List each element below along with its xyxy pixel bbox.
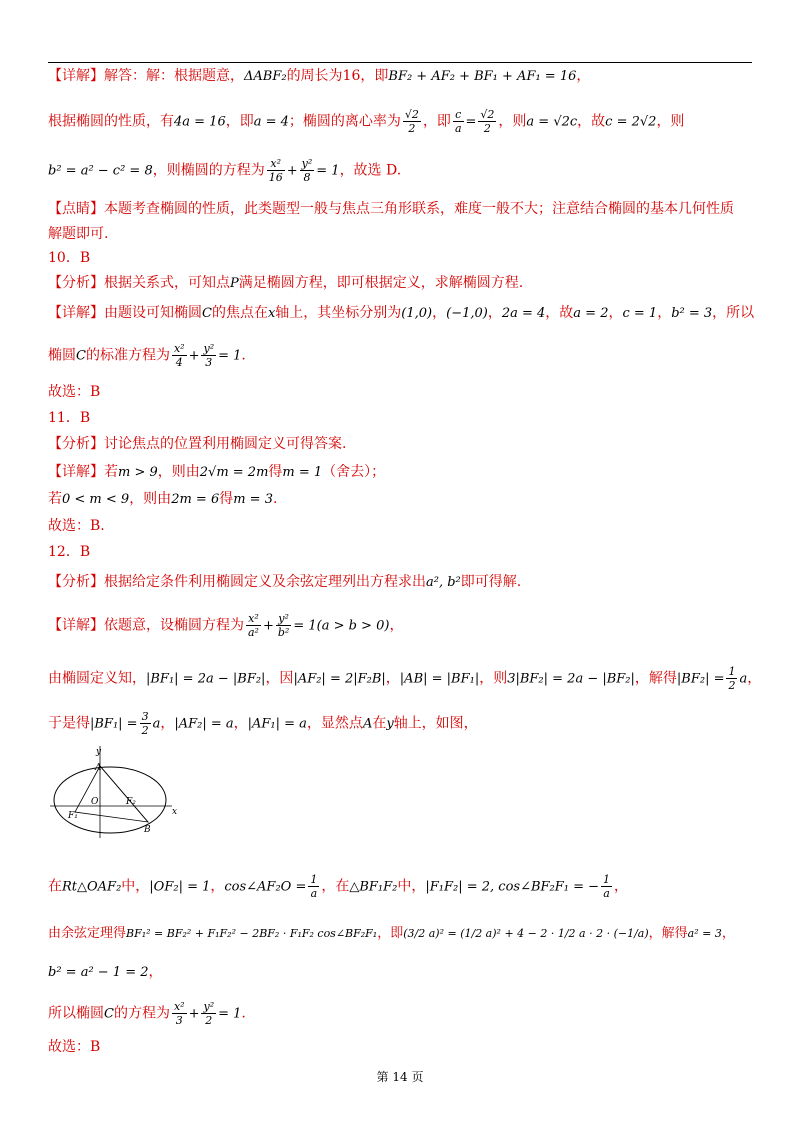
math: 3|BF₂| = 2a − |BF₂| (507, 671, 635, 687)
text: ，则 (656, 113, 685, 130)
fraction: $\frac{1}{a}$ (310, 873, 318, 900)
text: ， (608, 305, 623, 321)
math: C (76, 348, 86, 364)
page-number: 第 14 页 (376, 1070, 424, 1084)
math: c = 1 (622, 306, 658, 321)
text: （舍去）； (322, 464, 386, 480)
math: + (286, 163, 298, 179)
math: BF₂ + AF₂ + BF₁ + AF₁ = 16 (388, 69, 577, 84)
math: |BF₂| = (676, 671, 725, 687)
fraction: $\frac{1}{2}$ (728, 665, 736, 692)
text: 椭圆 (48, 347, 76, 364)
math: = 1(a > b > 0) (293, 618, 390, 634)
paragraph-line-20 (48, 710, 478, 737)
label-o: O (91, 797, 99, 807)
text: 依题意，设椭圆方程为 (104, 617, 244, 634)
answer-10: 10．B (48, 250, 91, 266)
math: |F₁F₂| = 2, cos∠BF₂F₁ = − (425, 879, 600, 895)
math: Rt△OAF₂ (62, 879, 122, 895)
paragraph-line-9 (48, 342, 246, 369)
paragraph-line-12 (48, 434, 346, 454)
paragraph-line-3 (48, 157, 401, 184)
answer-12: 12．B (48, 544, 91, 560)
text: ， (721, 926, 735, 941)
text: ， (160, 715, 175, 732)
label-f1: F₁ (68, 811, 78, 821)
math: m = 1 (282, 465, 323, 480)
header-rule (48, 62, 752, 63)
fraction: $\frac{3}{2}$ (141, 710, 149, 737)
tag-label: 【点睛】 (48, 201, 104, 217)
math: |BF₁| = (90, 716, 138, 732)
text: 解答：解：根据题意， (104, 68, 244, 84)
fraction: $\frac{√2}{2}$ (480, 108, 495, 135)
paragraph-line-2 (48, 108, 684, 135)
math: b² = a² − c² = 8 (48, 163, 153, 179)
math: + (188, 348, 200, 364)
math: b² = 3 (671, 306, 713, 321)
math: cos∠AF₂O = (224, 879, 307, 895)
math: |AF₂| = a (174, 716, 234, 732)
paragraph-line-19 (48, 665, 761, 692)
text: ，则 (498, 113, 527, 130)
segment-ab (100, 766, 148, 822)
math: BF₁² = BF₂² + F₁F₂² − 2BF₂ · F₁F₂ cos∠BF₂F₁ (126, 927, 378, 940)
text: 解题即可. (48, 226, 109, 242)
math: △BF₁F₂ (349, 879, 398, 895)
text: 根据关系式，可知点 (104, 275, 230, 291)
text: ， (487, 305, 502, 321)
fraction: $\frac{\text{y²}}{3}$ (203, 342, 215, 369)
paragraph-line-7 (48, 273, 523, 294)
text: 中， (121, 878, 150, 895)
text: ， (233, 715, 248, 732)
text: ， (657, 305, 672, 321)
fraction: $\frac{\text{x²}}{\text{a²}}$ (248, 612, 259, 639)
text: 讨论焦点的位置利用椭圆定义可得答案. (104, 436, 347, 452)
math: a = 4 (253, 114, 289, 130)
math: |AF₁| = a (247, 716, 307, 732)
choice-line-10: 故选：B (48, 384, 101, 400)
math: (1,0) (401, 306, 433, 321)
fraction: $\frac{1}{a}$ (603, 873, 611, 900)
text: ，所以 (712, 305, 755, 321)
fraction: $\frac{\text{y²}}{8}$ (301, 157, 313, 184)
text: ，解得 (648, 926, 688, 941)
text: 所以椭圆 (48, 1005, 104, 1022)
text: ， (747, 670, 762, 687)
text: . (241, 347, 246, 364)
math: a² = 3 (687, 927, 722, 940)
math: |BF₁| = 2a − |BF₂| (146, 671, 266, 687)
fraction: $\frac{c}{a}$ (454, 108, 462, 135)
text: ，因 (265, 670, 294, 687)
label-f2: F₂ (126, 797, 136, 807)
text: 由椭圆定义知， (48, 670, 146, 687)
paragraph-line-22 (48, 924, 735, 944)
text: ，则椭圆的方程为 (152, 162, 265, 179)
tag-label: 【详解】 (48, 617, 104, 634)
text: 轴上，其坐标分别为 (275, 305, 402, 321)
math: a (152, 716, 161, 732)
math: m > 9 (118, 465, 158, 480)
text: ，即 (225, 113, 254, 130)
text: 由余弦定理得 (48, 926, 127, 941)
text: 的周长为16，即 (286, 68, 389, 84)
text: ，则由 (157, 464, 200, 480)
math: x (267, 306, 276, 321)
text: ， (210, 878, 225, 895)
text: 由题设可知椭圆 (104, 305, 202, 321)
text: 的标准方程为 (85, 347, 170, 364)
tag-label: 【详解】 (48, 305, 104, 321)
math: = (465, 114, 477, 130)
paragraph-line-13 (48, 462, 385, 483)
text: 若 (48, 491, 62, 507)
math: P (230, 276, 239, 291)
text: ， (148, 964, 163, 980)
text: 即可得解. (460, 574, 522, 590)
ellipse (54, 767, 166, 833)
math: = 1 (218, 348, 242, 364)
math: c = 2√2 (605, 114, 657, 130)
choice-line-15: 故选：B. (48, 518, 105, 534)
math: (−1,0) (446, 306, 488, 321)
paragraph-line-24 (48, 1000, 246, 1027)
fraction: $\frac{\text{y²}}{\text{b²}}$ (277, 612, 290, 639)
math: + (188, 1006, 200, 1022)
math: a², b² (426, 575, 461, 590)
paragraph-line-23 (48, 962, 163, 983)
fraction: $\frac{\text{x²}}{4}$ (173, 342, 185, 369)
text: ，即 (377, 926, 404, 941)
fraction: $\frac{\text{y²}}{2}$ (203, 1000, 215, 1027)
label-y: y (96, 747, 102, 757)
answer-11: 11．B (48, 410, 91, 426)
label-a: A (95, 763, 102, 773)
tag-label: 【分析】 (48, 574, 104, 590)
text: 满足椭圆方程，即可根据定义，求解椭圆方程. (238, 275, 524, 291)
text: 中， (397, 878, 426, 895)
math: a = 2 (573, 306, 609, 321)
text: 根据椭圆的性质，有 (48, 113, 174, 130)
math: |AF₂| = 2|F₂B| (293, 671, 386, 687)
math: 0 < m < 9 (62, 492, 130, 507)
text: ，则 (479, 670, 508, 687)
math: C (104, 1006, 114, 1022)
text: 得 (268, 464, 283, 480)
text: ；椭圆的离心率为 (288, 113, 401, 130)
paragraph-line-14 (48, 489, 277, 510)
tag-label: 【详解】 (48, 68, 104, 84)
tag-label: 【分析】 (48, 275, 104, 291)
text: 的焦点在 (211, 305, 268, 321)
math: ΔABF₂ (244, 69, 287, 84)
choice-line-25: 故选：B (48, 1039, 101, 1055)
text: ， (385, 670, 400, 687)
text: 的方程为 (113, 1005, 170, 1022)
math: y (386, 716, 394, 732)
paragraph-line-8 (48, 303, 754, 324)
paragraph-line-5 (48, 224, 108, 244)
text: ，故选 D. (339, 162, 402, 179)
label-b: B (144, 825, 151, 835)
math: (3/2 a)² = (1/2 a)² + 4 − 2 · 1/2 a · 2 · (−1/a) (403, 927, 649, 940)
math: = 1 (218, 1006, 242, 1022)
fraction: $\frac{\text{x²}}{3}$ (173, 1000, 185, 1027)
math: |AB| = |BF₁| (399, 671, 480, 687)
text: ，在 (321, 878, 350, 895)
text: 轴上，如图， (393, 715, 478, 732)
text: ，显然点 (306, 715, 363, 732)
text: ， (389, 617, 404, 634)
text: ， (432, 305, 447, 321)
math: a (739, 671, 748, 687)
text: ， (576, 68, 591, 84)
text: ，故 (545, 305, 574, 321)
math: b² = a² − 1 = 2 (48, 965, 149, 980)
label-x: x (172, 807, 178, 817)
paragraph-line-1 (48, 66, 590, 87)
fraction: $\frac{√2}{2}$ (404, 108, 419, 135)
math: 2√m = 2m (199, 465, 269, 480)
math: + (262, 618, 274, 634)
text: 得 (219, 491, 234, 507)
math: 2m = 6 (171, 492, 220, 507)
math: m = 3 (233, 492, 273, 507)
text: ，即 (422, 113, 451, 130)
math: a = √2c (526, 114, 578, 130)
fraction: $\frac{\text{x²}}{16}$ (268, 157, 283, 184)
text: . (272, 491, 278, 507)
text: 本题考查椭圆的性质，此类题型一般与焦点三角形联系，难度一般不大；注意结合椭圆的基本几何性质 (104, 201, 734, 217)
math: |OF₂| = 1 (149, 879, 211, 895)
paragraph-line-21 (48, 873, 628, 900)
triangle (75, 766, 148, 822)
text: 根据给定条件利用椭圆定义及余弦定理列出方程求出 (104, 574, 426, 590)
text: 于是得 (48, 715, 90, 732)
text: ，解得 (634, 670, 677, 687)
tag-label: 【分析】 (48, 436, 104, 452)
paragraph-line-17 (48, 572, 521, 593)
text: 若 (104, 464, 118, 480)
math: 2a = 4 (501, 306, 546, 321)
text: ，则由 (129, 491, 172, 507)
text: ，故 (577, 113, 606, 130)
paragraph-line-18 (48, 612, 403, 639)
paragraph-line-4 (48, 199, 734, 219)
math: 4a = 16 (174, 114, 226, 130)
tag-label: 【详解】 (48, 464, 104, 480)
math: A (362, 716, 373, 732)
math: C (202, 306, 212, 321)
text: ， (614, 878, 629, 895)
math: = 1 (316, 163, 340, 179)
text: 在 (372, 715, 387, 732)
text: . (241, 1005, 246, 1022)
ellipse-figure (48, 746, 178, 838)
text: 在 (48, 878, 62, 895)
